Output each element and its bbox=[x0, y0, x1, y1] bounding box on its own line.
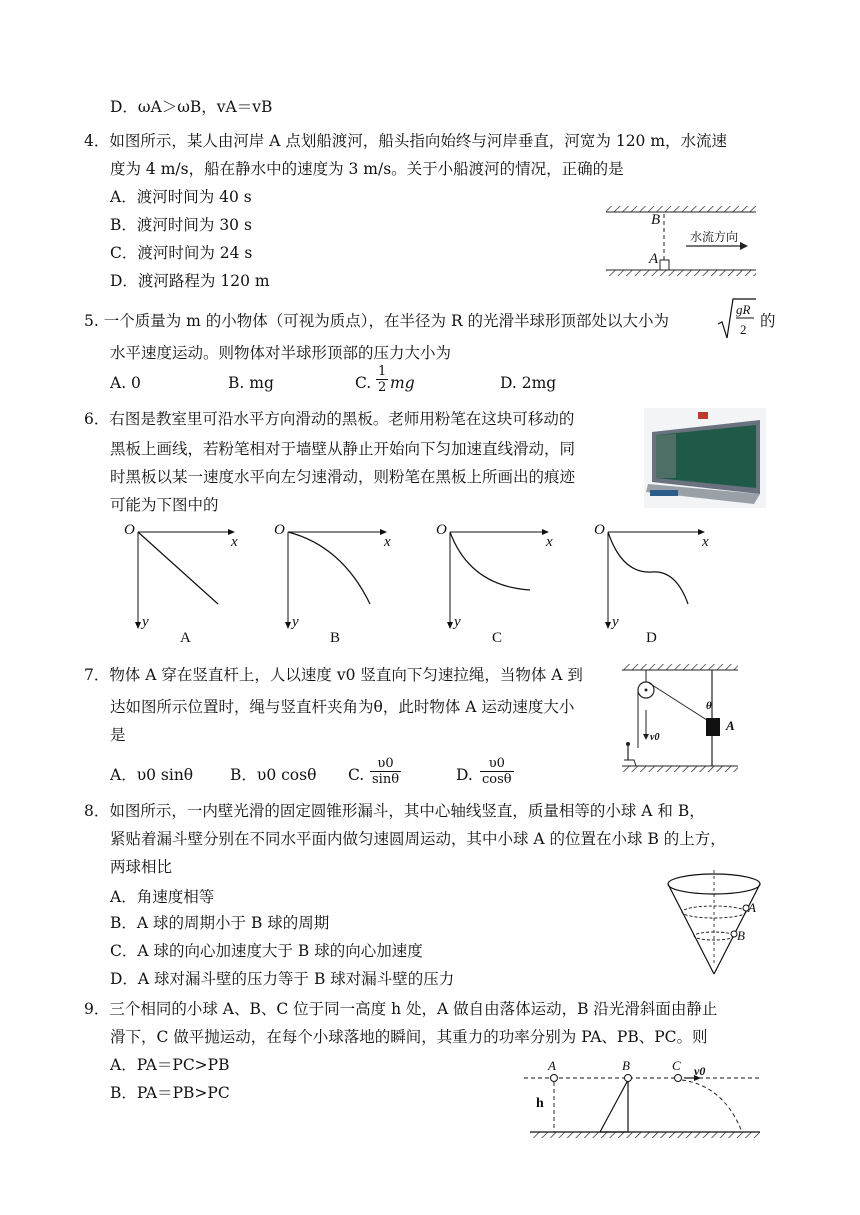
q6-graph-c bbox=[447, 529, 549, 629]
q6-graph-c-origin: O bbox=[436, 522, 447, 538]
q6-graph-a bbox=[135, 529, 235, 629]
q5-sqrt-denominator: 2 bbox=[740, 322, 747, 337]
q8-option-c: C．A 球的向心加速度大于 B 球的向心加速度 bbox=[110, 942, 423, 960]
q8-label-a: A bbox=[748, 900, 756, 915]
q6-graph-c-label: C bbox=[492, 630, 503, 646]
q4-option-b: B．渡河时间为 30 s bbox=[110, 216, 252, 234]
q6-graph-d-label: D bbox=[646, 630, 657, 646]
q5-sqrt-numerator: gR bbox=[736, 302, 751, 317]
q6-graph-b-origin: O bbox=[274, 522, 285, 538]
q7-label-theta: θ bbox=[706, 700, 712, 712]
q4-option-c: C．渡河时间为 24 s bbox=[110, 244, 253, 262]
q4-label-b: B bbox=[651, 212, 661, 228]
q5-option-b: B. mg bbox=[228, 374, 274, 392]
q4-flow-label: 水流方向 bbox=[690, 230, 739, 244]
q5-option-c-den: 2 bbox=[378, 380, 387, 395]
q5-option-d: D. 2mg bbox=[500, 374, 557, 392]
q4-option-d: D．渡河路程为 120 m bbox=[110, 272, 270, 290]
q9-label-a: A bbox=[548, 1058, 556, 1073]
q6-stem-line3: 时黑板以某一速度水平向左匀速滑动，则粉笔在黑板上所画出的痕迹 bbox=[110, 468, 576, 486]
q7-label-a: A bbox=[726, 718, 735, 733]
q6-graph-a-y: y bbox=[142, 614, 149, 630]
q6-graph-d-x: x bbox=[702, 534, 709, 550]
q9-label-h: h bbox=[536, 1096, 544, 1111]
q8-option-a: A．角速度相等 bbox=[110, 888, 215, 906]
q7-option-d-num: υ0 bbox=[480, 756, 514, 772]
q7-pulley-figure bbox=[616, 660, 742, 776]
q6-graph-d-y: y bbox=[612, 614, 619, 630]
q3-option-d: D．ωA＞ωB，vA＝vB bbox=[110, 98, 273, 116]
q7-option-d-prefix: D. bbox=[456, 766, 473, 784]
q5-option-a: A. 0 bbox=[110, 374, 141, 392]
q7-option-c-fraction bbox=[370, 756, 401, 787]
q8-stem-line3: 两球相比 bbox=[110, 858, 173, 876]
q6-graph-b-y: y bbox=[292, 614, 299, 630]
q6-graph-b bbox=[285, 529, 387, 629]
q6-graph-a-label: A bbox=[180, 630, 191, 646]
q4-option-a: A．渡河时间为 40 s bbox=[110, 188, 252, 206]
q9-label-v0: v0 bbox=[694, 1064, 706, 1078]
q6-graph-b-x: x bbox=[384, 534, 391, 550]
q9-stem-line2: 滑下，C 做平抛运动，在每个小球落地的瞬间，其重力的功率分别为 PA、PB、PC。则 bbox=[110, 1028, 708, 1046]
q6-stem-line1: 6．右图是教室里可沿水平方向滑动的黑板。老师用粉笔在这块可移动的 bbox=[84, 410, 575, 428]
q5-option-c-num: 1 bbox=[378, 364, 387, 379]
q5-stem-line1: 5. 一个质量为 m 的小物体（可视为质点），在半径为 R 的光滑半球形顶部处以大小为 bbox=[84, 312, 670, 330]
q9-three-balls-figure bbox=[524, 1062, 760, 1142]
q8-stem-line1: 8．如图所示，一内壁光滑的固定圆锥形漏斗，其中心轴线竖直，质量相等的小球 A 和 B， bbox=[84, 802, 705, 820]
q7-option-c-den: sinθ bbox=[372, 772, 400, 787]
q7-option-d-fraction bbox=[480, 756, 514, 787]
q7-option-a: A．υ0 sinθ bbox=[110, 766, 194, 784]
q6-trajectory-graphs bbox=[120, 524, 720, 634]
q4-stem-line2: 度为 4 m/s，船在静水中的速度为 3 m/s。关于小船渡河的情况，正确的是 bbox=[110, 160, 624, 178]
q7-option-d-den: cosθ bbox=[482, 772, 512, 787]
q6-stem-line4: 可能为下图中的 bbox=[110, 496, 219, 514]
q7-option-c-prefix: C. bbox=[348, 766, 365, 784]
q7-option-b: B．υ0 cosθ bbox=[230, 766, 317, 784]
q6-graph-d-origin: O bbox=[594, 522, 605, 538]
q6-blackboard-photo bbox=[644, 408, 766, 508]
q8-cone-funnel-figure bbox=[664, 866, 768, 978]
q7-stem-line2: 达如图所示位置时，绳与竖直杆夹角为θ，此时物体 A 运动速度大小 bbox=[110, 698, 575, 716]
q8-option-d: D．A 球对漏斗壁的压力等于 B 球对漏斗壁的压力 bbox=[110, 970, 455, 988]
q8-option-b: B．A 球的周期小于 B 球的周期 bbox=[110, 914, 330, 932]
q4-label-a: A bbox=[649, 251, 659, 267]
q9-option-b: B．PA＝PB>PC bbox=[110, 1084, 230, 1102]
q5-stem-tail: 的 bbox=[760, 312, 776, 330]
q7-stem-line3: 是 bbox=[110, 726, 126, 744]
q7-option-c-num: υ0 bbox=[370, 756, 401, 772]
q6-graph-c-y: y bbox=[454, 614, 461, 630]
q6-graph-d bbox=[605, 529, 705, 629]
q7-label-v0: v0 bbox=[650, 732, 660, 743]
q6-graph-a-x: x bbox=[231, 534, 238, 550]
q8-label-b: B bbox=[737, 928, 745, 943]
q5-option-c-prefix: C. bbox=[355, 374, 372, 392]
q4-stem-line1: 4．如图所示，某人由河岸 A 点划船渡河，船头指向始终与河岸垂直，河宽为 120 m，水流速 bbox=[84, 132, 728, 150]
q5-stem-line2: 水平速度运动。则物体对半球形顶部的压力大小为 bbox=[110, 344, 452, 362]
q5-option-c-tail: mg bbox=[390, 374, 415, 392]
q5-option-c-fraction bbox=[376, 364, 388, 395]
q9-label-b: B bbox=[622, 1058, 630, 1073]
q7-stem-line1: 7．物体 A 穿在竖直杆上，人以速度 v0 竖直向下匀速拉绳，当物体 A 到 bbox=[84, 666, 583, 684]
q9-label-c: C bbox=[672, 1058, 681, 1073]
q9-option-a: A．PA＝PC>PB bbox=[110, 1056, 230, 1074]
q8-stem-line2: 紧贴着漏斗壁分别在不同水平面内做匀速圆周运动，其中小球 A 的位置在小球 B 的上方， bbox=[110, 830, 726, 848]
q6-stem-line2: 黑板上画线，若粉笔相对于墙壁从静止开始向下匀加速直线滑动，同 bbox=[110, 440, 576, 458]
q6-graph-b-label: B bbox=[330, 630, 341, 646]
q6-graph-a-origin: O bbox=[124, 522, 135, 538]
q6-graph-c-x: x bbox=[546, 534, 553, 550]
q9-stem-line1: 9．三个相同的小球 A、B、C 位于同一高度 h 处，A 做自由落体运动，B 沿光滑斜面由静止 bbox=[84, 1000, 718, 1018]
